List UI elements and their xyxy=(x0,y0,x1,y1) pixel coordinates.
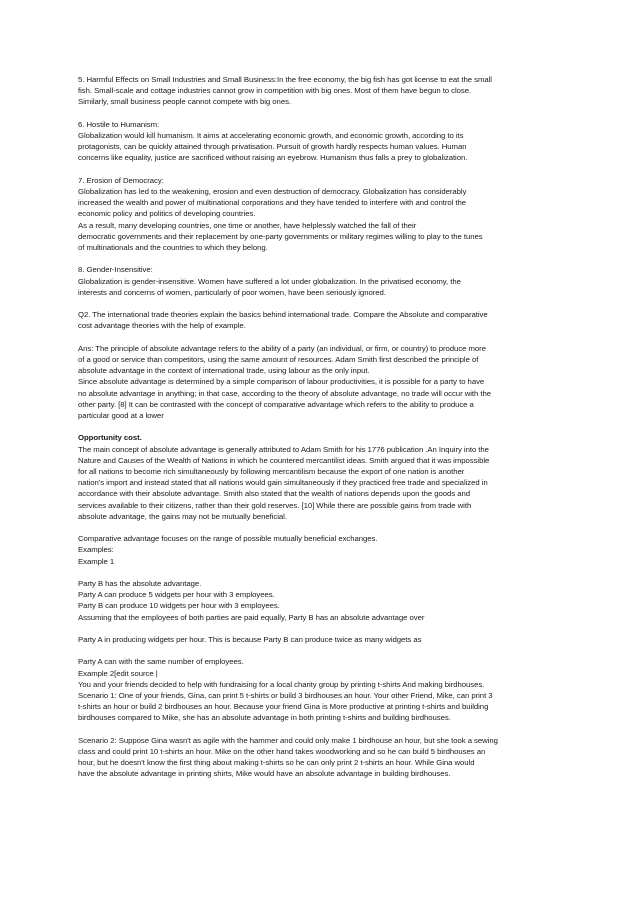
text-line: Similarly, small business people cannot compete with big ones. xyxy=(78,97,292,107)
text-line: Comparative advantage focuses on the range of possible mutually beneficial exchanges. xyxy=(78,534,378,544)
text-line: absolute advantage, the gains may not be mutually beneficial. xyxy=(78,511,287,521)
text-line: have the absolute advantage in printing shirts, Mike would have an absolute advantage in building birdhouses. xyxy=(78,769,451,779)
text-line: no absolute advantage in anything; in that case, according to the theory of absolute advantage, no trade will occur with the xyxy=(78,388,492,398)
text-line: concerns like equality, justice are sacrificed without raising an eyebrow. Humanism thus falls a prey to globalization. xyxy=(78,153,468,163)
section-harmful-effects xyxy=(78,74,582,108)
text-line: 6. Hostile to Humanism: xyxy=(78,119,160,129)
text-line: Since absolute advantage is determined by a simple comparison of labour productivities, it is possible for a party to have xyxy=(78,377,485,387)
text-line: Q2. The international trade theories explain the basics behind international trade. Compare the Absolute and comparative xyxy=(78,310,488,320)
section-question-2 xyxy=(78,309,582,331)
text-line: Party B can produce 10 widgets per hour with 3 employees. xyxy=(78,601,280,611)
text-line: t-shirts an hour or build 2 birdhouses an hour. Because your friend Gina is More productive at printing t-shirts and building xyxy=(78,702,489,712)
text-line: 7. Erosion of Democracy: xyxy=(78,175,164,185)
text-line: other party. [8] It can be contrasted with the concept of comparative advantage which refers to the ability to produce a xyxy=(78,399,474,409)
text-line: accordance with their absolute advantage. Smith also stated that the wealth of nations depends upon the goods and xyxy=(78,489,471,499)
text-line: Globalization is gender-insensitive. Women have suffered a lot under globalization. In the privatised economy, the xyxy=(78,276,461,286)
text-line: Party A can produce 5 widgets per hour with 3 employees. xyxy=(78,590,275,600)
section-heading: Opportunity cost. xyxy=(78,433,142,443)
text-line: Globalization has led to the weakening, erosion and even destruction of democracy. Globalization has considerably xyxy=(78,187,467,196)
text-line: democratic governments and their replacement by one-party governments or military regimes willing to play to the tunes xyxy=(78,231,483,241)
text-line: of a good or service than competitors, using the same amount of resources. Adam Smith first described the principle of xyxy=(78,355,479,364)
text-line: class and could print 10 t-shirts an hour. Mike on the other hand takes woodworking and so he can build 5 birdhouses an xyxy=(78,747,486,757)
text-line: particular good at a lower xyxy=(78,411,164,421)
text-line: of multinationals and the countries to which they belong. xyxy=(78,243,268,253)
text-line: Example 2[edit source | xyxy=(78,668,158,678)
text-line: for all nations to become rich simultaneously by following mercantilism because the export of one nation is another xyxy=(78,467,465,477)
section-party-a-widgets xyxy=(78,634,582,645)
text-line: birdhouses compared to Mike, she has an absolute advantage in both printing t-shirts and building birdhouses. xyxy=(78,713,451,723)
text-line: absolute advantage in the context of international trade, using labour as the only input. xyxy=(78,366,370,376)
section-comparative-intro xyxy=(78,533,582,567)
text-line: Example 1 xyxy=(78,556,115,566)
section-erosion-democracy xyxy=(78,175,582,253)
text-line: Nature and Causes of the Wealth of Nations in which he countered mercantilist ideas. Smith argued that it was impossible xyxy=(78,455,490,465)
section-hostile-humanism xyxy=(78,119,582,164)
text-line: Ans: The principle of absolute advantage refers to the ability of a party (an individual, or firm, or country) to produce more xyxy=(78,343,486,353)
section-scenario-2 xyxy=(78,735,582,780)
text-line: interests and concerns of women, particularly of poor women, have been seriously ignored. xyxy=(78,287,386,297)
section-gender-insensitive xyxy=(78,264,582,298)
text-line: Examples: xyxy=(78,545,114,555)
text-line: services available to their citizens, rather than their gold reserves. [10] While there are possible gains from trade with xyxy=(78,500,472,510)
text-line: 8. Gender-Insensitive: xyxy=(78,265,153,275)
text-line: cost advantage theories with the help of example. xyxy=(78,321,246,331)
text-line: Party A in producing widgets per hour. This is because Party B can produce twice as many widgets as xyxy=(78,635,422,645)
section-example-1 xyxy=(78,578,582,623)
text-line: increased the wealth and power of multinational corporations and they have tended to interfere with and control the xyxy=(78,198,467,208)
text-line: The main concept of absolute advantage is generally attributed to Adam Smith for his 1776 publication .An Inquiry into the xyxy=(78,444,489,454)
text-line: As a result, many developing countries, one time or another, have helplessly watched the fall of their xyxy=(78,220,417,230)
text-line: hour, but he doesn't know the first thing about making t-shirts so he can only print 2 t-shirts an hour. While Gina would xyxy=(78,758,475,768)
text-line: You and your friends decided to help with fundraising for a local charity group by printing t-shirts And making birdhouses. xyxy=(78,679,485,689)
text-line: nation's import and instead stated that all nations would gain simultaneously if they practiced free trade and specialized in xyxy=(78,478,488,488)
section-answer xyxy=(78,343,582,421)
section-opportunity-cost xyxy=(78,432,582,522)
section-example-2 xyxy=(78,656,582,723)
text-line: Scenario 1: One of your friends, Gina, can print 5 t-shirts or build 3 birdhouses an hour. Your other Friend, Mike, can print 3 xyxy=(78,691,493,701)
text-line: Party B has the absolute advantage. xyxy=(78,579,202,589)
text-line: Scenario 2: Suppose Gina wasn't as agile with the hammer and could only make 1 birdhouse an hour, but she took a sewing xyxy=(78,735,498,745)
text-line: Party A can with the same number of employees. xyxy=(78,657,244,667)
text-line: economic policy and politics of developing countries. xyxy=(78,209,256,219)
text-line: protagonists, can be quickly attained through privatisation. Pursuit of growth hardly respects human values. Human xyxy=(78,142,467,152)
text-line: 5. Harmful Effects on Small Industries and Small Business:In the free economy, the big fish has got license to eat the small xyxy=(78,75,492,84)
text-line: Globalization would kill humanism. It aims at accelerating economic growth, and economic growth, according to its xyxy=(78,131,464,140)
text-line: fish. Small-scale and cottage industries cannot grow in competition with big ones. Most of them have begun to close. xyxy=(78,86,472,96)
text-line: Assuming that the employees of both parties are paid equally, Party B has an absolute advantage over xyxy=(78,612,425,622)
